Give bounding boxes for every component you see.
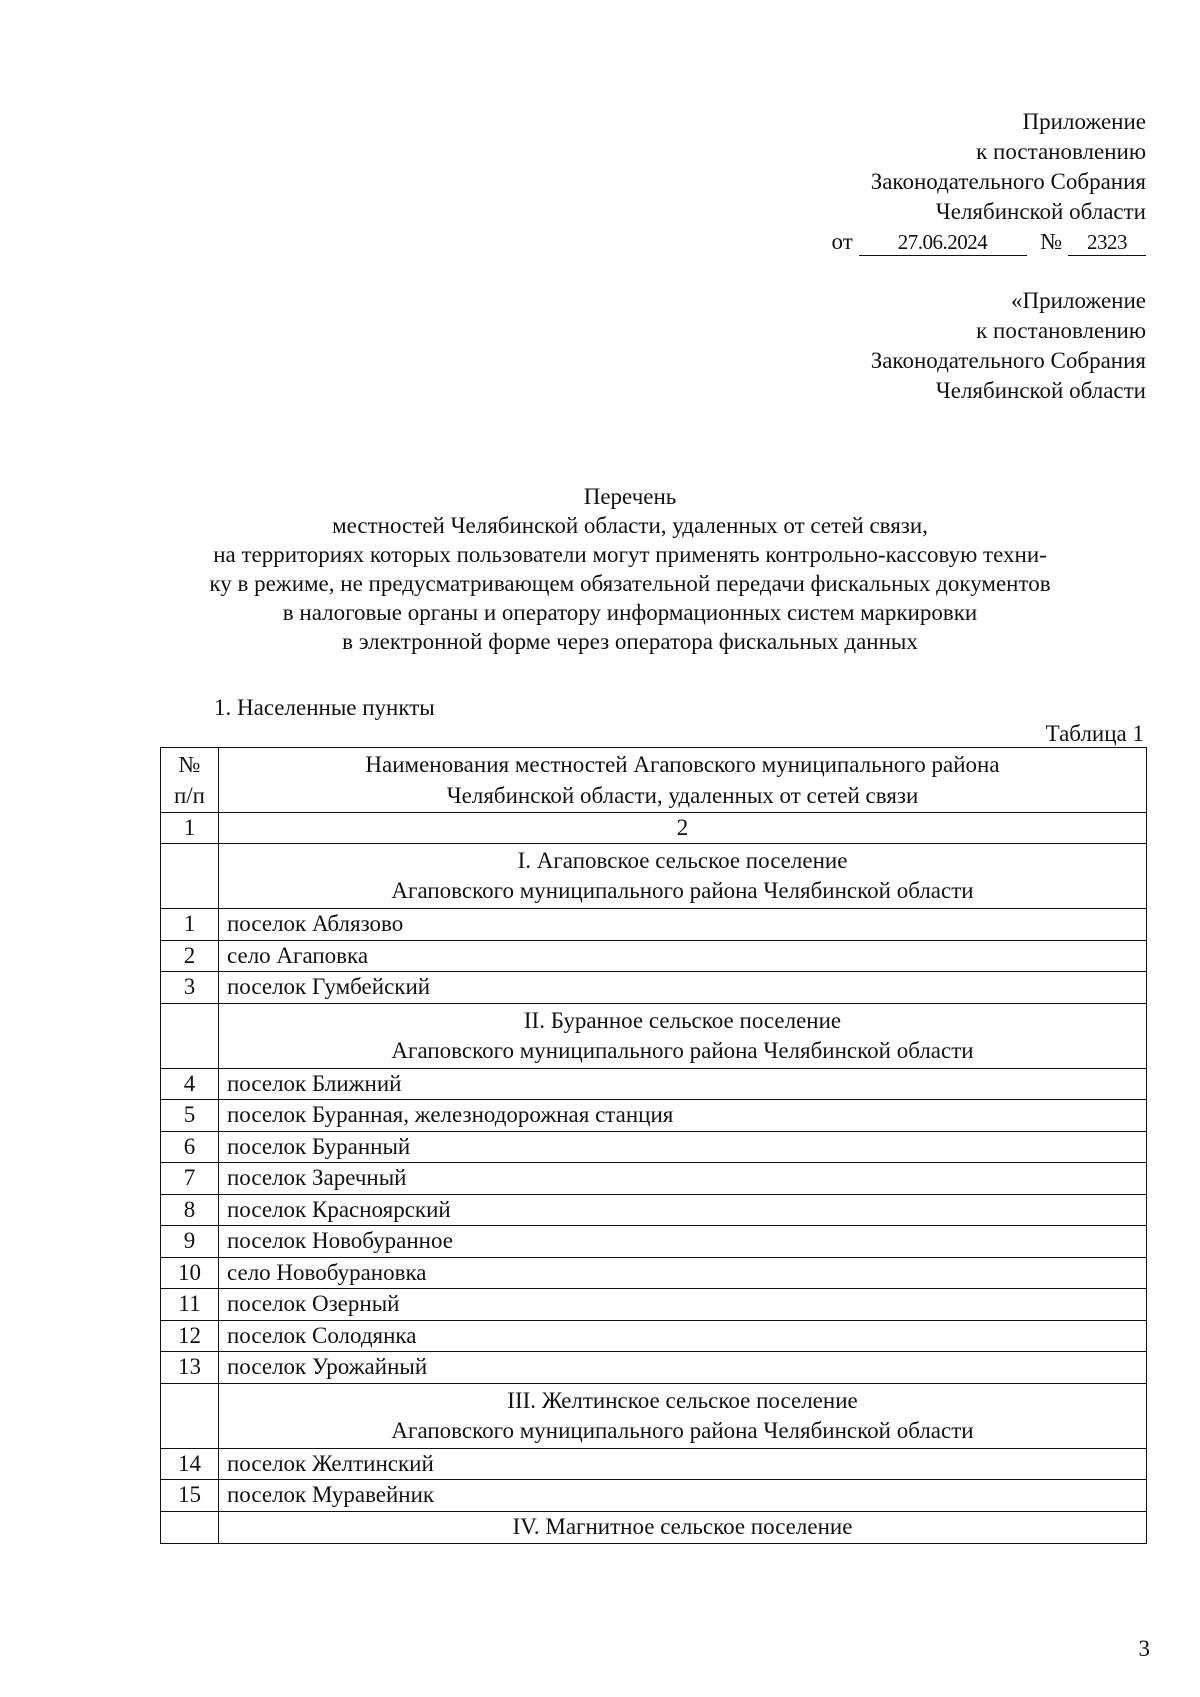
group-row [161,1511,1147,1543]
row-number: 5 [161,1100,219,1132]
locality-name: поселок Новобуранное [219,1226,1147,1258]
header-text: п/п [173,783,205,808]
table-row [161,1352,1147,1384]
group-number-cell [161,844,219,909]
group-title-line: Агаповского муниципального района Челябинской области [391,1037,974,1063]
locality-name: поселок Солодянка [219,1320,1147,1352]
group-title-cell [219,1003,1147,1068]
index-cell: 2 [219,813,1147,844]
group-title-line: I. Агаповское сельское поселение [517,848,848,873]
locality-name: село Агаповка [219,940,1147,972]
table-row [161,1131,1147,1163]
table-row [161,1448,1147,1480]
table-row [161,1100,1147,1132]
row-number: 14 [161,1448,219,1480]
appendix-line: Приложение [1022,109,1146,134]
row-number: 9 [161,1226,219,1258]
locality-name: поселок Заречный [219,1163,1147,1195]
table-row [161,1194,1147,1226]
group-title-line: III. Желтинское сельское поселение [507,1387,858,1413]
number-sign: № [1040,229,1063,254]
appendix-date-line [832,227,1146,257]
document-heading [130,482,1130,656]
heading-line: ку в режиме, не предусматривающем обязательной передачи фискальных документов [209,571,1051,596]
group-title-line: Агаповского муниципального района Челябинской области [391,1417,974,1443]
row-number: 7 [161,1163,219,1195]
table-row [161,1068,1147,1100]
table-label: Таблица 1 [1045,721,1144,746]
group-title-line: IV. Магнитное сельское поселение [512,1514,853,1539]
row-number: 12 [161,1320,219,1352]
table-row [161,940,1147,972]
appendix-line: Челябинской области [935,378,1146,403]
heading-line: местностей Челябинской области, удаленных от сетей связи, [332,513,928,538]
row-number: 8 [161,1194,219,1226]
group-number-cell [161,1511,219,1543]
appendix-line: «Приложение [1011,288,1146,313]
table-row [161,1226,1147,1258]
table-row [161,1480,1147,1512]
row-number: 15 [161,1480,219,1512]
appendix-block-current [832,107,1146,257]
group-title-line: Агаповского муниципального района Челябинской области [391,878,974,903]
appendix-line: Законодательного Собрания [870,348,1146,373]
header-text: Наименования местностей Агаповского муниципального района [365,752,1000,777]
header-number-cell [161,748,219,813]
group-row [161,1383,1147,1448]
appendix-line: Законодательного Собрания [870,169,1146,194]
locality-name: поселок Красноярский [219,1194,1147,1226]
group-row [161,1003,1147,1068]
locality-name: поселок Буранная, железнодорожная станция [219,1100,1147,1132]
row-number: 3 [161,972,219,1004]
section-label: 1. Населенные пункты [214,695,435,720]
group-row [161,844,1147,909]
table-row [161,1163,1147,1195]
group-title-cell [219,844,1147,909]
page-number: 3 [1138,1636,1150,1661]
appendix-line: Челябинской области [935,199,1146,224]
row-number: 2 [161,940,219,972]
locality-name: село Новобурановка [219,1257,1147,1289]
index-cell: 1 [161,813,219,844]
date-prefix: от [831,229,853,254]
group-number-cell [161,1003,219,1068]
row-number: 13 [161,1352,219,1384]
table-index-row [161,813,1147,844]
heading-line: в электронной форме через оператора фискальных данных [342,629,918,654]
heading-line: в налоговые органы и оператору информационных систем маркировки [282,600,978,625]
group-title-cell [219,1383,1147,1448]
header-name-cell [219,748,1147,813]
appendix-number: 2323 [1068,229,1146,256]
row-number: 11 [161,1289,219,1321]
row-number: 4 [161,1068,219,1100]
locality-name: поселок Аблязово [219,909,1147,941]
row-number: 6 [161,1131,219,1163]
header-text: Челябинской области, удаленных от сетей связи [446,783,919,808]
table-header-row [161,748,1147,813]
locality-name: поселок Буранный [219,1131,1147,1163]
appendix-line: к постановлению [976,318,1146,343]
row-number: 10 [161,1257,219,1289]
table-row [161,1289,1147,1321]
locality-name: поселок Озерный [219,1289,1147,1321]
locality-name: поселок Гумбейский [219,972,1147,1004]
locality-name: поселок Ближний [219,1068,1147,1100]
table-row [161,1257,1147,1289]
heading-line: Перечень [583,484,677,509]
group-title-cell [219,1511,1147,1543]
appendix-block-previous [871,286,1146,406]
table-row [161,909,1147,941]
group-title-line: II. Буранное сельское поселение [523,1007,842,1033]
row-number: 1 [161,909,219,941]
appendix-line: к постановлению [976,139,1146,164]
locality-name: поселок Желтинский [219,1448,1147,1480]
localities-table [160,747,1147,1544]
locality-name: поселок Урожайный [219,1352,1147,1384]
table-row [161,1320,1147,1352]
table-row [161,972,1147,1004]
header-text: № [178,752,201,777]
group-number-cell [161,1383,219,1448]
appendix-date: 27.06.2024 [859,229,1027,256]
heading-line: на территориях которых пользователи могут применять контрольно-кассовую техни- [213,542,1047,567]
locality-name: поселок Муравейник [219,1480,1147,1512]
